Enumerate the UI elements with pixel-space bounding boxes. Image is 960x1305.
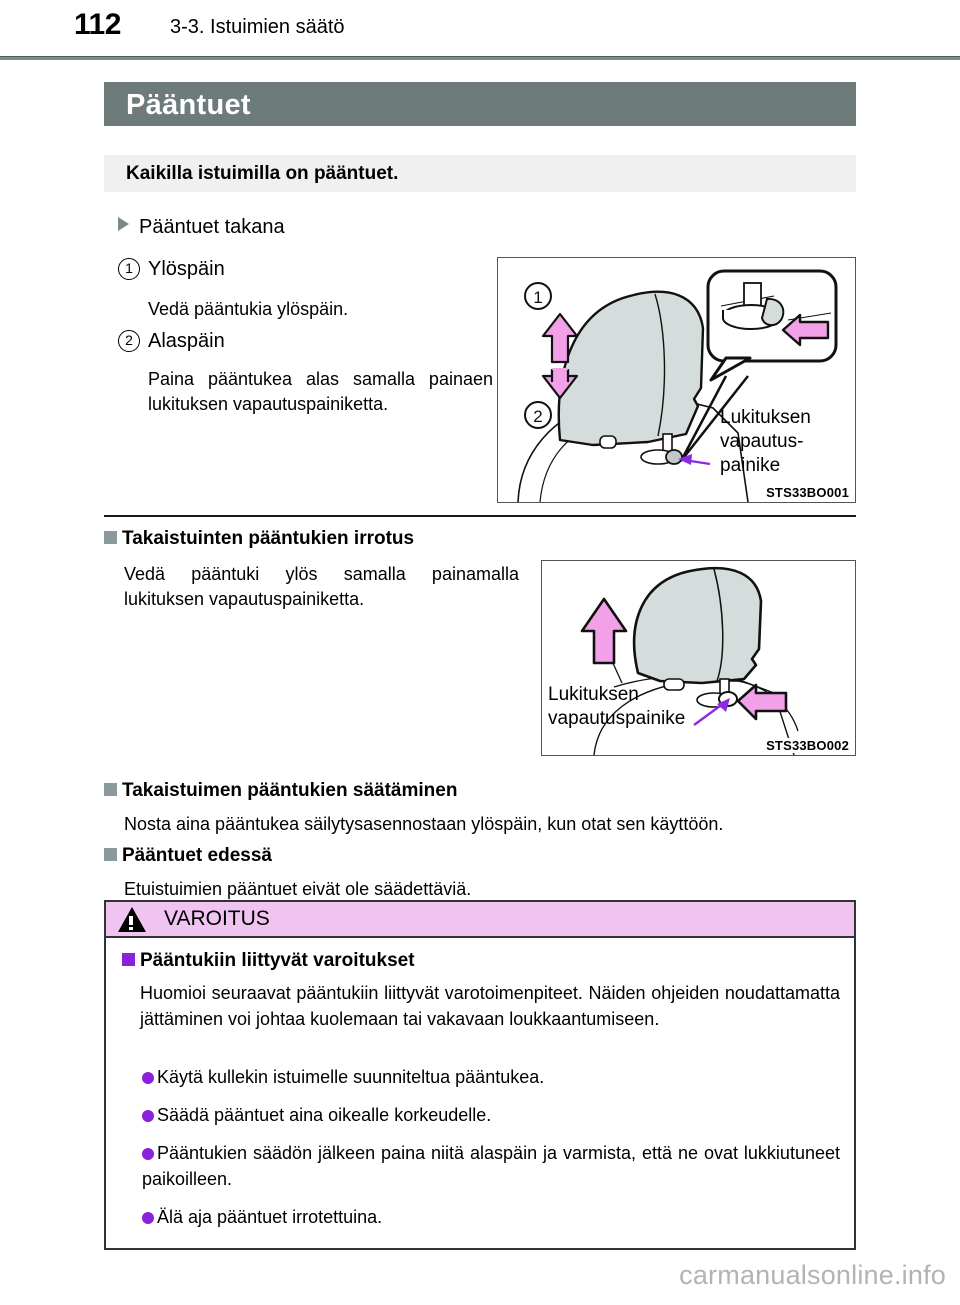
triangle-bullet-icon <box>118 217 129 231</box>
figure-2-code: STS33BO002 <box>766 738 849 753</box>
purple-dot-bullet-icon <box>142 1110 154 1122</box>
svg-text:1: 1 <box>533 288 543 307</box>
warning-subheading: Pääntukiin liittyvät varoitukset <box>122 950 415 972</box>
figure-headrest-adjust <box>497 257 856 503</box>
figure-1-callout-label: Lukituksen vapautus- painike <box>720 407 811 476</box>
svg-text:2: 2 <box>533 407 543 426</box>
warning-list-item: Käytä kullekin istuimelle suunniteltua pääntukea. <box>142 1064 840 1090</box>
page-number: 112 <box>74 8 121 41</box>
warning-list-item: Pääntukien säädön jälkeen paina niitä alaspäin ja varmista, että ne ovat lukkiutuneet paikoilleen. <box>142 1143 840 1189</box>
header-section-title: 3-3. Istuimien säätö <box>170 16 345 38</box>
footer-watermark: carmanualsonline.info <box>679 1260 946 1290</box>
warning-exclamation-stroke <box>129 916 133 925</box>
header-divider-rule <box>0 56 960 60</box>
purple-square-bullet-icon <box>122 953 135 966</box>
step-2-row <box>118 330 498 353</box>
section-divider <box>104 515 856 517</box>
square-bullet-icon <box>104 531 117 544</box>
step-1-row <box>118 258 498 281</box>
subtitle-text: Kaikilla istuimilla on pääntuet. <box>126 163 399 184</box>
page-title: Pääntuet <box>126 89 251 121</box>
warning-exclamation-dot <box>129 927 133 930</box>
step-2-body: Paina pääntukea alas samalla painaen lukituksen vapautuspainiketta. <box>148 369 493 414</box>
chapter-title-bar <box>104 82 856 126</box>
warning-header <box>106 902 854 938</box>
square-bullet-icon <box>104 848 117 861</box>
subtitle-band <box>104 155 856 192</box>
section-heading-removal: Takaistuinten pääntukien irrotus <box>104 528 414 550</box>
intro-triangle-label: Pääntuet takana <box>139 216 285 238</box>
section-body-front: Etuistuimien pääntuet eivät ole säädettäviä. <box>124 879 472 899</box>
warning-list-item: Älä aja pääntuet irrotettuina. <box>142 1204 840 1230</box>
step-1-number: 1 <box>118 258 140 280</box>
purple-dot-bullet-icon <box>142 1072 154 1084</box>
figure-headrest-removal <box>541 560 856 756</box>
step-1-body: Vedä pääntukia ylöspäin. <box>148 299 349 319</box>
square-bullet-icon <box>104 783 117 796</box>
section-body-adjusting: Nosta aina pääntukea säilytysasennostaan ylöspäin, kun otat sen käyttöön. <box>124 814 724 834</box>
purple-dot-bullet-icon <box>142 1148 154 1160</box>
figure-2-callout-label: Lukituksen vapautuspainike <box>548 684 686 729</box>
step-1-label: Ylöspäin <box>148 258 225 280</box>
section-body-removal: Vedä pääntuki ylös samalla painamalla lukituksen vapautuspainiketta. <box>124 564 519 609</box>
intro-triangle-row <box>118 216 488 239</box>
section-heading-adjusting: Takaistuimen pääntukien säätäminen <box>104 780 457 802</box>
purple-dot-bullet-icon <box>142 1212 154 1224</box>
warning-title: VAROITUS <box>164 907 270 930</box>
section-heading-front: Pääntuet edessä <box>104 845 272 867</box>
warning-box <box>104 900 856 1250</box>
warning-list-item: Säädä pääntuet aina oikealle korkeudelle. <box>142 1102 840 1128</box>
warning-intro-text: Huomioi seuraavat pääntukiin liittyvät varotoimenpiteet. Näiden ohjeiden noudattamatta jättäminen voi johtaa kuolemaan tai vakavaan loukkaantumiseen. <box>140 983 840 1029</box>
step-2-number: 2 <box>118 330 140 352</box>
figure-1-code: STS33BO001 <box>766 485 849 500</box>
page-header <box>0 0 960 56</box>
step-2-label: Alaspäin <box>148 330 225 352</box>
